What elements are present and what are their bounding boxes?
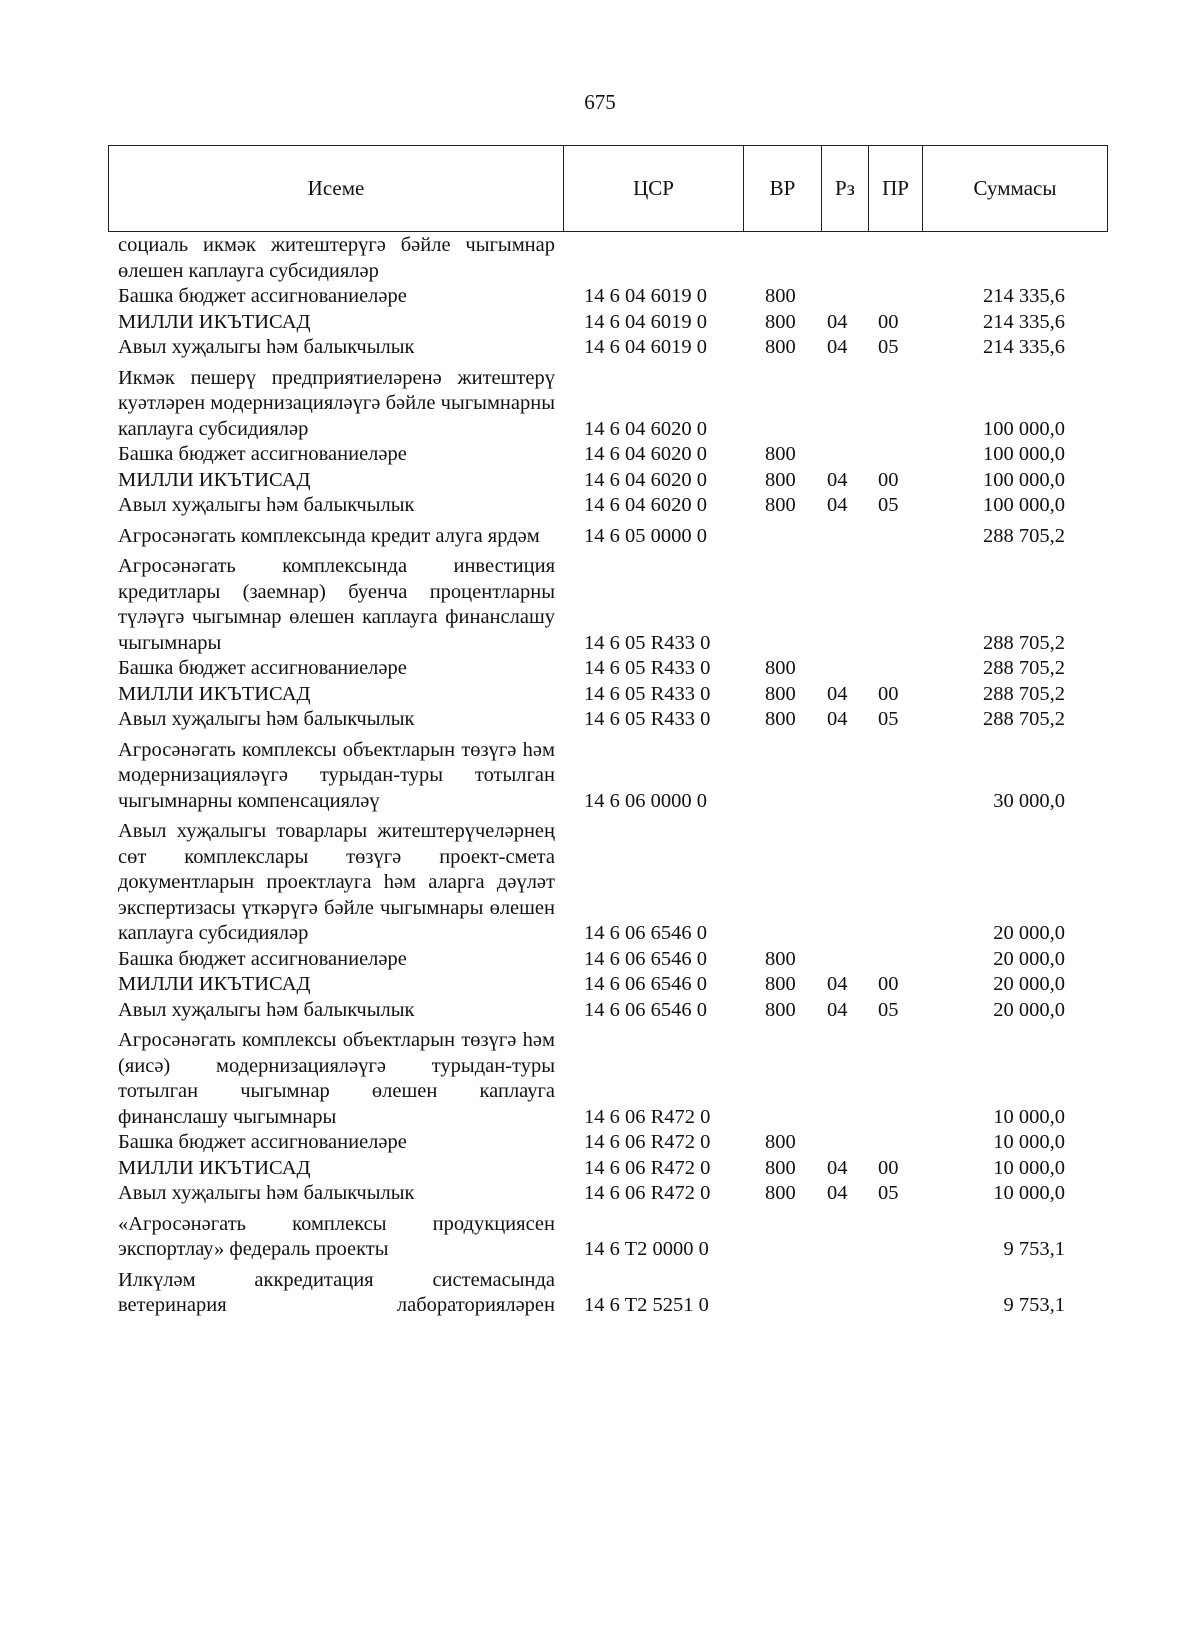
cell-sum: 10 000,0 bbox=[993, 1105, 1065, 1128]
cell-name: Башка бюджет ассигнованиеләре bbox=[118, 947, 407, 970]
cell-name: Авыл хуҗалыгы һәм балыкчылык bbox=[118, 494, 415, 516]
cell-sum: 20 000,0 bbox=[993, 973, 1065, 995]
cell-sum: 214 335,6 bbox=[983, 285, 1065, 307]
table-row bbox=[118, 972, 1108, 998]
cell-vr: 800 bbox=[765, 494, 796, 516]
cell-csr: 14 6 T2 5251 0 bbox=[584, 1294, 709, 1316]
table-row bbox=[118, 310, 1108, 336]
cell-name: Икмәк пешерү предприятиеләренә житештерү куәтләрен модернизацияләүгә бәйле чыгымнарны каплауга субсидияләр bbox=[118, 366, 555, 440]
cell-sum: 100 000,0 bbox=[983, 443, 1065, 465]
cell-csr: 14 6 06 6546 0 bbox=[584, 922, 707, 944]
cell-csr: 14 6 05 0000 0 bbox=[584, 524, 707, 547]
cell-name: Авыл хуҗалыгы һәм балыкчылык bbox=[118, 998, 415, 1021]
cell-csr: 14 6 06 6546 0 bbox=[584, 973, 707, 995]
cell-name: Авыл хуҗалыгы товарлары житештерүчеләрнең сөт комплекслары төзүгә проект-смета документларын проектлауга һәм аларга дәүләт экспертизасы үткәрүгә бәйле чыгымнары өлешен каплауга субсидияләр bbox=[118, 820, 555, 944]
table-row bbox=[118, 366, 1108, 443]
table-row bbox=[118, 284, 1108, 310]
table-row bbox=[118, 998, 1108, 1024]
cell-name: МИЛЛИ ИКЪТИСАД bbox=[118, 468, 311, 491]
cell-name: МИЛЛИ ИКЪТИСАД bbox=[118, 310, 311, 333]
cell-sum: 20 000,0 bbox=[993, 922, 1065, 944]
cell-vr: 800 bbox=[765, 947, 796, 970]
cell-name: Агросәнәгать комплексы объектларын төзүгә һәм модернизацияләүгә турыдан-туры тотылган чыгымнарны компенсацияләү bbox=[118, 738, 555, 812]
cell-sum: 100 000,0 bbox=[983, 417, 1065, 440]
cell-rz: 04 bbox=[827, 468, 848, 491]
cell-csr: 14 6 05 R433 0 bbox=[584, 682, 711, 705]
cell-name: Башка бюджет ассигнованиеләре bbox=[118, 443, 407, 465]
cell-sum: 100 000,0 bbox=[983, 468, 1065, 491]
cell-csr: 14 6 06 R472 0 bbox=[584, 1105, 711, 1128]
cell-sum: 10 000,0 bbox=[993, 1182, 1065, 1204]
header-pr: ПР bbox=[869, 146, 923, 231]
header-name: Исеме bbox=[109, 146, 564, 231]
cell-csr: 14 6 04 6019 0 bbox=[584, 336, 707, 358]
cell-csr: 14 6 04 6020 0 bbox=[584, 468, 707, 491]
cell-pr: 00 bbox=[878, 973, 899, 995]
cell-csr: 14 6 06 R472 0 bbox=[584, 1182, 711, 1204]
cell-csr: 14 6 04 6019 0 bbox=[584, 310, 707, 333]
table-row bbox=[118, 947, 1108, 973]
cell-vr: 800 bbox=[765, 310, 796, 333]
cell-sum: 20 000,0 bbox=[993, 947, 1065, 970]
cell-sum: 100 000,0 bbox=[983, 494, 1065, 516]
cell-csr: 14 6 06 6546 0 bbox=[584, 947, 707, 970]
table-row bbox=[118, 682, 1108, 708]
cell-name: МИЛЛИ ИКЪТИСАД bbox=[118, 1156, 311, 1179]
cell-sum: 30 000,0 bbox=[993, 789, 1065, 812]
table-row bbox=[118, 233, 1108, 284]
cell-name: Башка бюджет ассигнованиеләре bbox=[118, 1131, 407, 1153]
cell-rz: 04 bbox=[827, 494, 848, 516]
table-row bbox=[118, 1130, 1108, 1156]
cell-sum: 288 705,2 bbox=[983, 682, 1065, 705]
cell-sum: 288 705,2 bbox=[983, 631, 1065, 654]
cell-csr: 14 6 05 R433 0 bbox=[584, 708, 711, 730]
table-row bbox=[118, 656, 1108, 682]
table-row bbox=[118, 468, 1108, 494]
cell-csr: 14 6 04 6020 0 bbox=[584, 443, 707, 465]
cell-pr: 00 bbox=[878, 682, 899, 705]
cell-vr: 800 bbox=[765, 998, 796, 1021]
header-vr: ВР bbox=[744, 146, 822, 231]
cell-pr: 00 bbox=[878, 468, 899, 491]
cell-pr: 05 bbox=[878, 998, 899, 1021]
cell-vr: 800 bbox=[765, 468, 796, 491]
table-row bbox=[118, 1028, 1108, 1130]
cell-csr: 14 6 T2 0000 0 bbox=[584, 1238, 709, 1260]
cell-pr: 05 bbox=[878, 708, 899, 730]
table-row bbox=[118, 1212, 1108, 1263]
cell-name: МИЛЛИ ИКЪТИСАД bbox=[118, 973, 311, 995]
cell-pr: 05 bbox=[878, 336, 899, 358]
cell-rz: 04 bbox=[827, 708, 848, 730]
table-row bbox=[118, 819, 1108, 947]
cell-vr: 800 bbox=[765, 973, 796, 995]
cell-sum: 288 705,2 bbox=[983, 524, 1065, 547]
header-csr: ЦСР bbox=[564, 146, 744, 231]
cell-rz: 04 bbox=[827, 973, 848, 995]
cell-name: социаль икмәк житештерүгә бәйле чыгымнар өлешен каплауга субсидияләр bbox=[118, 234, 555, 282]
cell-pr: 05 bbox=[878, 1182, 899, 1204]
cell-vr: 800 bbox=[765, 443, 796, 465]
table-header bbox=[108, 145, 1108, 232]
cell-vr: 800 bbox=[765, 708, 796, 730]
cell-name: «Агросәнәгать комплексы продукциясен экспортлау» федераль проекты bbox=[118, 1212, 555, 1260]
header-rz: Рз bbox=[822, 146, 869, 231]
table-row bbox=[118, 707, 1108, 733]
page-number: 675 bbox=[584, 90, 616, 114]
cell-pr: 05 bbox=[878, 494, 899, 516]
table-row bbox=[118, 335, 1108, 361]
cell-rz: 04 bbox=[827, 336, 848, 358]
cell-sum: 214 335,6 bbox=[983, 336, 1065, 358]
table-row bbox=[118, 442, 1108, 468]
cell-rz: 04 bbox=[827, 1182, 848, 1204]
cell-csr: 14 6 06 0000 0 bbox=[584, 789, 707, 812]
table-row bbox=[118, 1181, 1108, 1207]
cell-csr: 14 6 06 6546 0 bbox=[584, 998, 707, 1021]
cell-name: Агросәнәгать комплексында кредит алуга ярдәм bbox=[118, 524, 540, 547]
cell-vr: 800 bbox=[765, 285, 796, 307]
table-row bbox=[118, 524, 1108, 550]
table-row bbox=[118, 554, 1108, 656]
cell-csr: 14 6 04 6020 0 bbox=[584, 417, 707, 440]
cell-sum: 288 705,2 bbox=[983, 657, 1065, 679]
cell-name: Авыл хуҗалыгы һәм балыкчылык bbox=[118, 1182, 415, 1204]
cell-pr: 00 bbox=[878, 310, 899, 333]
cell-pr: 00 bbox=[878, 1156, 899, 1179]
cell-name: Башка бюджет ассигнованиеләре bbox=[118, 657, 407, 679]
cell-csr: 14 6 06 R472 0 bbox=[584, 1131, 711, 1153]
table-body bbox=[118, 233, 1108, 1319]
cell-name: Илкүләм аккредитация системасында ветеринария лабораторияләрен bbox=[118, 1268, 555, 1316]
cell-name: Агросәнәгать комплексы объектларын төзүгә һәм (яисә) модернизацияләүгә турыдан-туры тотылган чыгымнар өлешен каплауга финанслашу чыгымнары bbox=[118, 1029, 555, 1128]
cell-vr: 800 bbox=[765, 1156, 796, 1179]
cell-name: Авыл хуҗалыгы һәм балыкчылык bbox=[118, 708, 415, 730]
header-sum: Суммасы bbox=[973, 176, 1057, 200]
cell-rz: 04 bbox=[827, 998, 848, 1021]
cell-csr: 14 6 04 6019 0 bbox=[584, 285, 707, 307]
cell-name: Башка бюджет ассигнованиеләре bbox=[118, 285, 407, 307]
cell-rz: 04 bbox=[827, 682, 848, 705]
cell-csr: 14 6 04 6020 0 bbox=[584, 494, 707, 516]
cell-name: Авыл хуҗалыгы һәм балыкчылык bbox=[118, 336, 415, 358]
table-row bbox=[118, 738, 1108, 815]
cell-sum: 9 753,1 bbox=[1003, 1294, 1065, 1316]
cell-sum: 20 000,0 bbox=[993, 998, 1065, 1021]
cell-name: МИЛЛИ ИКЪТИСАД bbox=[118, 682, 311, 705]
table-row bbox=[118, 1268, 1108, 1319]
cell-vr: 800 bbox=[765, 657, 796, 679]
cell-rz: 04 bbox=[827, 1156, 848, 1179]
cell-vr: 800 bbox=[765, 1182, 796, 1204]
cell-sum: 9 753,1 bbox=[1003, 1238, 1065, 1260]
cell-sum: 10 000,0 bbox=[993, 1131, 1065, 1153]
cell-csr: 14 6 06 R472 0 bbox=[584, 1156, 711, 1179]
cell-sum: 288 705,2 bbox=[983, 708, 1065, 730]
cell-csr: 14 6 05 R433 0 bbox=[584, 631, 711, 654]
cell-name: Агросәнәгать комплексында инвестиция кредитлары (заемнар) буенча процентларны түләүгә чыгымнар өлешен каплауга финанслашу чыгымнары bbox=[118, 555, 555, 654]
cell-rz: 04 bbox=[827, 310, 848, 333]
cell-vr: 800 bbox=[765, 682, 796, 705]
cell-sum: 214 335,6 bbox=[983, 310, 1065, 333]
cell-vr: 800 bbox=[765, 1131, 796, 1153]
table-row bbox=[118, 493, 1108, 519]
cell-sum: 10 000,0 bbox=[993, 1156, 1065, 1179]
cell-csr: 14 6 05 R433 0 bbox=[584, 657, 711, 679]
table-row bbox=[118, 1156, 1108, 1182]
cell-vr: 800 bbox=[765, 336, 796, 358]
